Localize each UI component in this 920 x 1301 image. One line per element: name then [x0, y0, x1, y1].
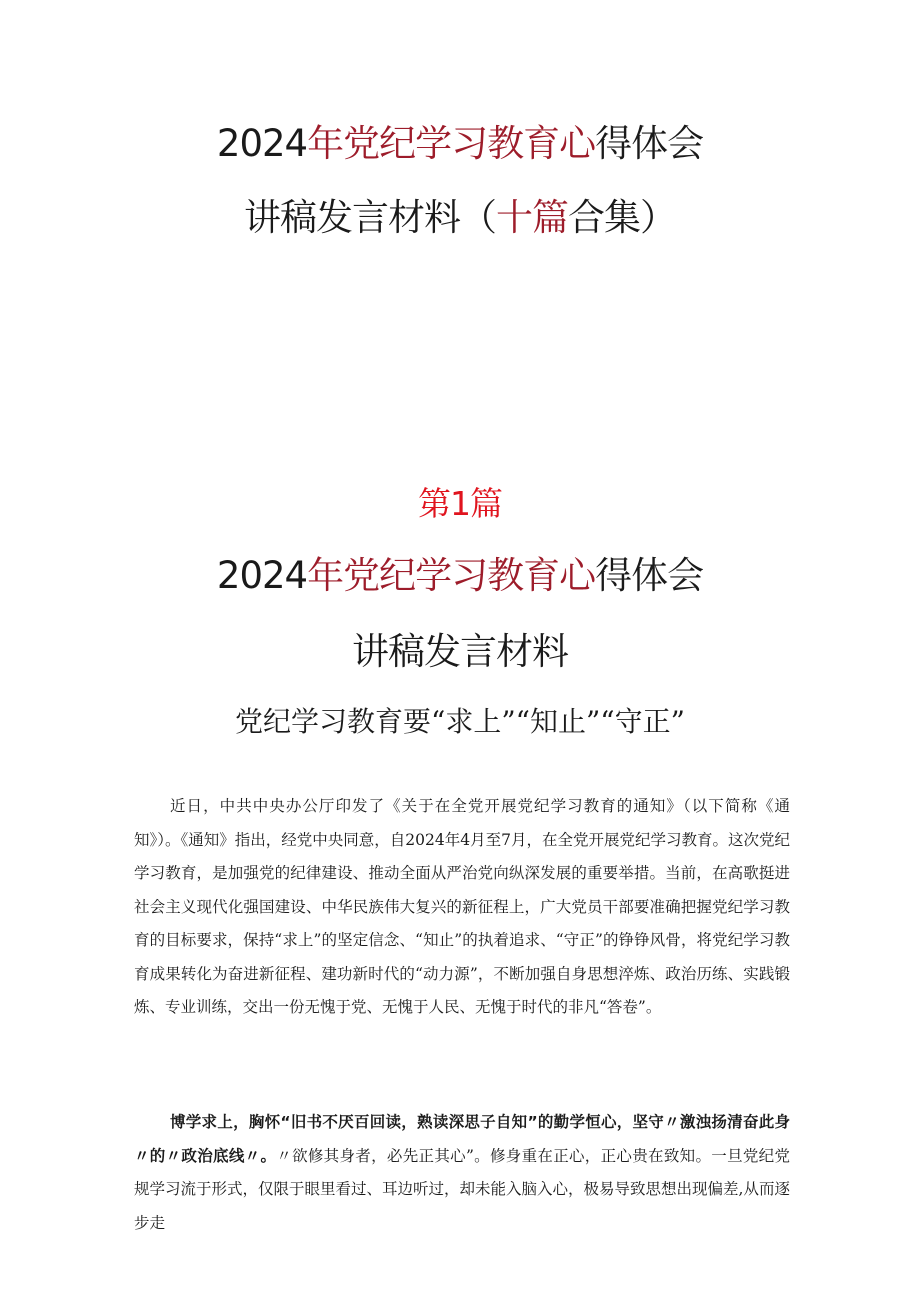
cover-title2-tail: 合集）	[568, 196, 676, 239]
body-paragraph-2	[134, 1106, 790, 1240]
cover-title-year: 2024	[216, 122, 308, 165]
part-title-tail: 得体会	[595, 554, 704, 597]
part-title-line-2: 讲稿发言材料	[352, 630, 568, 673]
body-paragraph-1: 近日，中共中央办公厅印发了《关于在全党开展党纪学习教育的通知》（以下简称《通知》）。《通知》指出，经党中央同意，自2024年4月至7月，在全党开展党纪学习教育。这次党纪学习教育，是加强党的纪律建设、推动全面从严治党向纵深发展的重要举措。当前，在高歌挺进社会主义现代化强国建设、中华民族伟大复兴的新征程上，广大党员干部要准确把握党纪学习教育的目标要求，保持“求上”的坚定信念、“知止”的执着追求、“守正”的铮铮风骨，将党纪学习教育成果转化为奋进新征程、建功新时代的“动力源”，不断加强自身思想淬炼、政治历练、实践锻炼、专业训练，交出一份无愧于党、无愧于人民、无愧于时代的非凡“答卷”。	[134, 797, 790, 1016]
paragraph-2-heading: 博学求上，胸怀“旧书不厌百回读，熟读深思子自知”的勤学恒心，坚守〃激浊扬清奋此身〃的〃政治底线〃。	[134, 1113, 790, 1165]
part-title-line-1	[0, 554, 920, 598]
cover-title-tail: 得体会	[595, 122, 704, 165]
part-subtitle: 党纪学习教育要“求上”“知止”“守正”	[235, 705, 685, 738]
cover-title2-head: 讲稿发言材料（	[244, 196, 496, 239]
cover-title2-highlight: 十篇	[496, 196, 568, 239]
part-title-year: 2024	[216, 554, 308, 597]
cover-title-highlight: 年党纪学习教育心	[307, 122, 596, 165]
cover-title-line-1	[0, 122, 920, 166]
cover-title-line-2	[0, 196, 920, 240]
part-title-highlight: 年党纪学习教育心	[307, 554, 596, 597]
paragraph-2-text: 〃欲修其身者，必先正其心”。修身重在正心，正心贵在致知。一旦党纪党规学习流于形式，仅限于眼里看过、耳边听过，却未能入脑入心，极易导致思想出现偏差,从而逐步走	[134, 1146, 790, 1232]
part-label: 第1篇	[418, 484, 502, 523]
